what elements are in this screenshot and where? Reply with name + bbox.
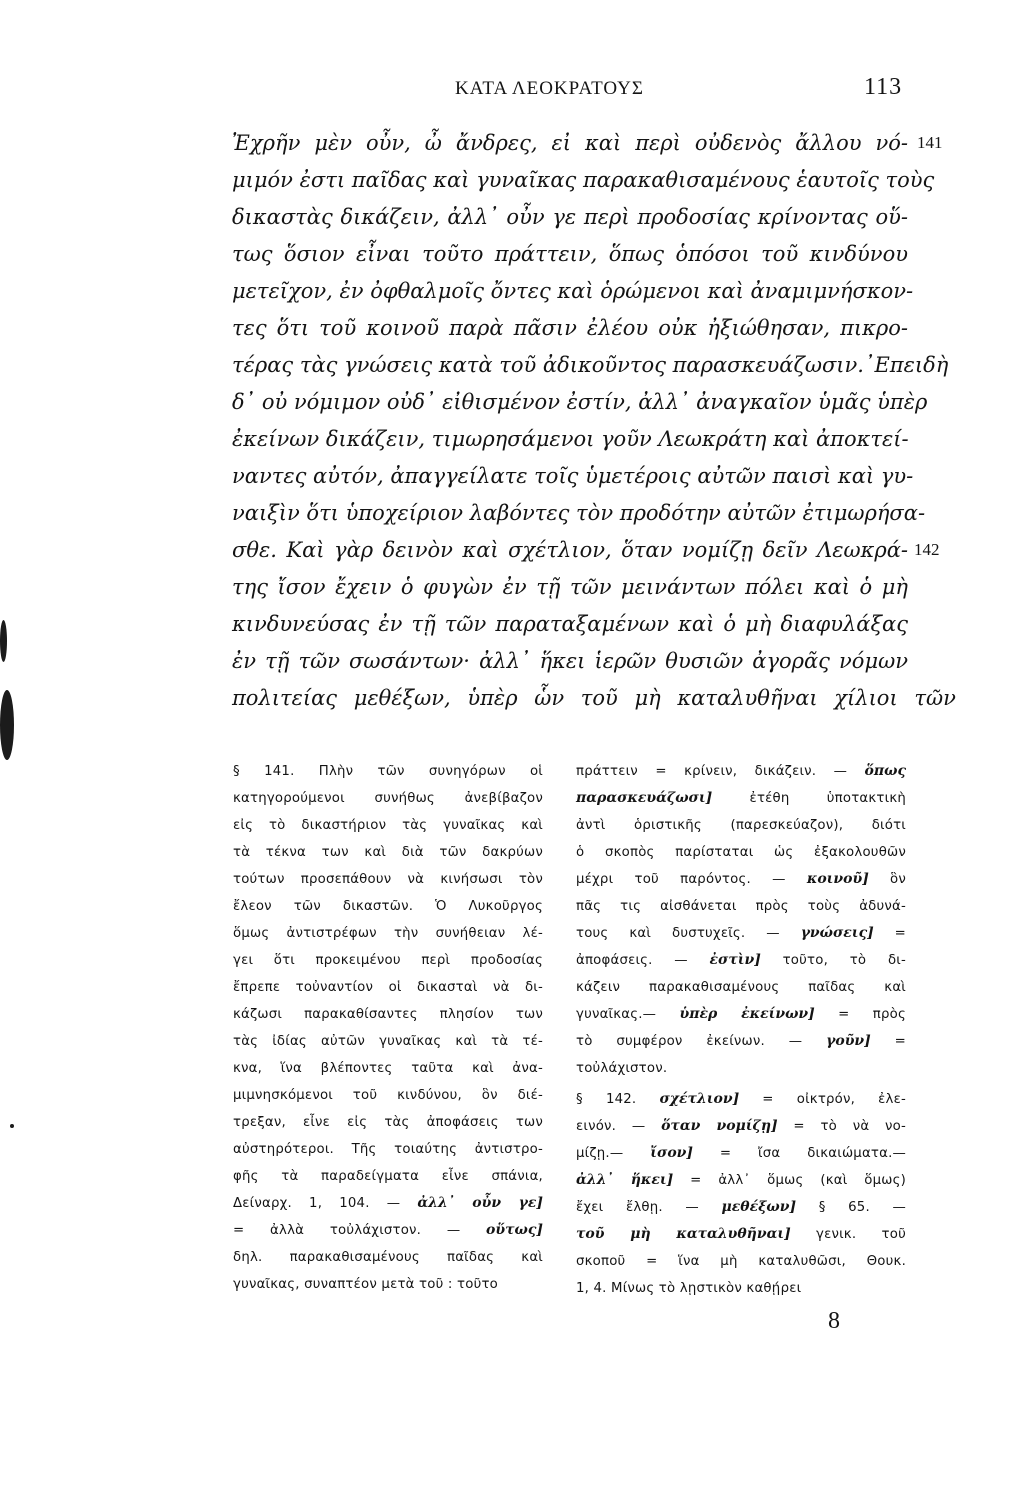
commentary-text: ἔπρεπε τοὐναντίον οἱ δικασταὶ νὰ δι- xyxy=(233,980,543,995)
commentary-line xyxy=(233,1271,543,1298)
commentary-lemma: ὅταν νομίζῃ] xyxy=(661,1118,778,1134)
commentary-text: εἰς τὸ δικαστήριον τὰς γυναῖκας καὶ xyxy=(233,818,543,833)
commentary-text: σκοποῦ = ἵνα μὴ καταλυθῶσι, Θουκ. xyxy=(576,1254,906,1269)
commentary-line xyxy=(576,758,906,785)
commentary-line xyxy=(233,1190,543,1217)
commentary-text: § 142. xyxy=(576,1092,660,1107)
commentary-text: κατηγορούμενοι συνήθως ἀνεβίβαζον xyxy=(233,791,543,806)
commentary-line xyxy=(233,1136,543,1163)
commentary-line xyxy=(233,1244,543,1271)
commentary-text: ἔλεον τῶν δικαστῶν. Ὁ Λυκοῦργος xyxy=(233,899,543,914)
commentary-lemma: ἀλλ᾽ ἥκει] xyxy=(576,1172,674,1188)
commentary-text: = xyxy=(873,926,906,941)
commentary-line xyxy=(233,974,543,1001)
commentary-text: τὰ τέκνα των καὶ διὰ τῶν δακρύων xyxy=(233,845,543,860)
commentary-text: = ἴσα δικαιώματα.— xyxy=(693,1146,907,1161)
commentary-line xyxy=(576,1140,906,1167)
commentary-lemma: ἐστὶν] xyxy=(709,952,761,968)
commentary-lemma: ὅπως xyxy=(864,763,906,779)
commentary-left-column xyxy=(233,758,543,1298)
commentary-text: = τὸ νὰ νο- xyxy=(777,1119,906,1134)
commentary-text: τρεξαν, εἶνε εἰς τὰς ἀποφάσεις των xyxy=(233,1115,543,1130)
commentary-line xyxy=(576,1001,906,1028)
commentary-line xyxy=(576,1086,906,1113)
main-text-line: δ᾽ οὐ νόμιμον οὐδ᾽ εἰθισμένον ἐστίν, ἀλλ᾽ ἀναγκαῖον ὑμᾶς ὑπὲρ xyxy=(232,390,928,414)
main-text-line: μετεῖχον, ἐν ὀφθαλμοῖς ὄντες καὶ ὁρώμενοι καὶ ἀναμιμνήσκον- xyxy=(232,279,914,303)
commentary-lemma: ἀλλ᾽ οὖν γε] xyxy=(417,1195,543,1211)
commentary-text: μιμνησκόμενοι τοῦ κινδύνου, ὃν διέ- xyxy=(233,1088,543,1103)
commentary-lemma: οὕτως] xyxy=(486,1222,543,1238)
commentary-text: = ἀλλὰ τοὐλάχιστον. — xyxy=(233,1223,487,1238)
commentary-text: = οἰκτρόν, ἐλε- xyxy=(739,1092,906,1107)
commentary-text: ὁ σκοπὸς παρίσταται ὡς ἐξακολουθῶν xyxy=(576,845,906,860)
commentary-line xyxy=(576,1275,906,1302)
commentary-text: γει ὅτι προκειμένου περὶ προδοσίας xyxy=(233,953,543,968)
margin-section-ref: 142 xyxy=(914,540,940,559)
main-text-line: σθε. Καὶ γὰρ δεινὸν καὶ σχέτλιον, ὅταν νομίζῃ δεῖν Λεωκρά- xyxy=(232,538,908,562)
commentary-text: τοὐλάχιστον. xyxy=(576,1061,668,1076)
commentary-line xyxy=(233,1001,543,1028)
commentary-text: τὰς ἰδίας αὐτῶν γυναῖκας καὶ τὰ τέ- xyxy=(233,1034,543,1049)
commentary-text: κνα, ἵνα βλέποντες ταῦτα καὶ ἀνα- xyxy=(233,1061,543,1076)
commentary-text: κάζειν παρακαθισαμένους παῖδας καὶ xyxy=(576,980,906,995)
commentary-line xyxy=(233,893,543,920)
commentary-line xyxy=(233,785,543,812)
commentary-text: κάζωσι παρακαθίσαντες πλησίον των xyxy=(233,1007,543,1022)
main-text-line: μιμόν ἐστι παῖδας καὶ γυναῖκας παρακαθισαμένους ἑαυτοῖς τοὺς xyxy=(232,168,935,192)
commentary-text: τους καὶ δυστυχεῖς. — xyxy=(576,926,801,941)
commentary-text: φῆς τὰ παραδείγματα εἶνε σπάνια, xyxy=(233,1169,543,1184)
commentary-line xyxy=(576,920,906,947)
commentary-lemma: ἴσον] xyxy=(650,1145,693,1161)
commentary-text: αὐστηρότεροι. Τῆς τοιαύτης ἀντιστρο- xyxy=(233,1142,543,1157)
commentary-text: = πρὸς xyxy=(814,1007,906,1022)
commentary-line xyxy=(233,839,543,866)
main-text-line: τως ὅσιον εἶναι τοῦτο πράττειν, ὅπως ὁπόσοι τοῦ κινδύνου xyxy=(232,242,908,266)
commentary-text: ὅμως ἀντιστρέφων τὴν συνήθειαν λέ- xyxy=(233,926,543,941)
commentary-text: πράττειν = κρίνειν, δικάζειν. — xyxy=(576,764,865,779)
running-title: ΚΑΤΑ ΛΕΟΚΡΑΤΟΥΣ xyxy=(455,78,644,99)
main-text-line: ἐν τῇ τῶν σωσάντων· ἀλλ᾽ ἥκει ἱερῶν θυσιῶν ἀγορᾶς νόμων xyxy=(232,649,908,673)
commentary-line xyxy=(233,1163,543,1190)
commentary-text: γυναῖκας.— xyxy=(576,1007,680,1022)
commentary-line xyxy=(233,1055,543,1082)
commentary-line xyxy=(233,1028,543,1055)
commentary-line xyxy=(576,785,906,812)
page-number: 113 xyxy=(864,74,903,100)
main-text-line: ναντες αὐτόν, ἀπαγγείλατε τοῖς ὑμετέροις αὐτῶν παισὶ καὶ γυ- xyxy=(232,464,914,488)
commentary-text: δηλ. παρακαθισαμένους παῖδας καὶ xyxy=(233,1250,543,1265)
commentary-text: τούτων προσεπάθουν νὰ κινήσωσι τὸν xyxy=(233,872,543,887)
commentary-line xyxy=(233,947,543,974)
commentary-text: § 65. — xyxy=(796,1200,906,1215)
commentary-line xyxy=(576,1221,906,1248)
main-text-line: κινδυνεύσας ἐν τῇ τῶν παραταξαμένων καὶ ὁ μὴ διαφυλάξας xyxy=(232,612,908,636)
signature-mark: 8 xyxy=(828,1308,840,1334)
commentary-lemma: γνώσεις] xyxy=(800,925,874,941)
scan-dust-mark xyxy=(10,1124,14,1128)
main-text-line: τέρας τὰς γνώσεις κατὰ τοῦ ἀδικοῦντος παρασκευάζωσιν.᾽Επειδὴ xyxy=(232,353,949,377)
commentary-right-column xyxy=(576,758,906,1302)
commentary-line xyxy=(233,1109,543,1136)
commentary-line xyxy=(233,758,543,785)
commentary-text: μίζῃ.— xyxy=(576,1146,651,1161)
commentary-text: πᾶς τις αἰσθάνεται πρὸς τοὺς ἀδυνά- xyxy=(576,899,906,914)
commentary-line xyxy=(576,947,906,974)
main-text-line: ναιξὶν ὅτι ὑποχείριον λαβόντες τὸν προδότην αὐτῶν ἐτιμωρήσα- xyxy=(232,501,926,525)
main-text-line: Ἐχρῆν μὲν οὖν, ὦ ἄνδρες, εἰ καὶ περὶ οὐδενὸς ἄλλου νό- xyxy=(232,131,908,155)
commentary-lemma: μεθέξων] xyxy=(721,1199,797,1215)
commentary-line xyxy=(576,1167,906,1194)
main-text-line: ἐκείνων δικάζειν, τιμωρησάμενοι γοῦν Λεωκράτη καὶ ἀποκτεί- xyxy=(232,427,909,451)
commentary-text: τὸ συμφέρον ἐκείνων. — xyxy=(576,1034,827,1049)
commentary-text: ὃν xyxy=(868,872,907,887)
commentary-text: εινόν. — xyxy=(576,1119,662,1134)
main-text-line: δικαστὰς δικάζειν, ἀλλ᾽ οὖν γε περὶ προδοσίας κρίνοντας οὕ- xyxy=(232,205,908,229)
commentary-line xyxy=(233,812,543,839)
commentary-line xyxy=(576,974,906,1001)
commentary-lemma: τοῦ μὴ καταλυθῆναι] xyxy=(576,1226,791,1242)
commentary-line xyxy=(576,866,906,893)
commentary-text: τοῦτο, τὸ δι- xyxy=(760,953,906,968)
commentary-lemma: ὑπὲρ ἐκείνων] xyxy=(679,1006,815,1022)
commentary-text: = xyxy=(870,1034,906,1049)
commentary-lemma: σχέτλιον] xyxy=(659,1091,740,1107)
main-text-line: τες ὅτι τοῦ κοινοῦ παρὰ πᾶσιν ἐλέου οὐκ ἠξιώθησαν, πικρο- xyxy=(232,316,908,340)
commentary-text: γυναῖκας, συναπτέον μετὰ τοῦ : τοῦτο xyxy=(233,1277,499,1292)
commentary-text: § 141. Πλὴν τῶν συνηγόρων οἱ xyxy=(233,764,543,779)
commentary-text: ἐτέθη ὑποτακτικὴ xyxy=(712,791,906,806)
commentary-line xyxy=(576,1113,906,1140)
commentary-line xyxy=(576,812,906,839)
commentary-line xyxy=(576,1028,906,1055)
commentary-text: ἀντὶ ὁριστικῆς (παρεσκεύαζον), διότι xyxy=(576,818,906,833)
main-text-line: της ἴσον ἔχειν ὁ φυγὼν ἐν τῇ τῶν μεινάντων πόλει καὶ ὁ μὴ xyxy=(232,575,908,599)
commentary-text: γενικ. τοῦ xyxy=(790,1227,906,1242)
commentary-line xyxy=(576,839,906,866)
commentary-line xyxy=(233,920,543,947)
commentary-line xyxy=(233,866,543,893)
commentary-line xyxy=(576,893,906,920)
commentary-lemma: γοῦν] xyxy=(826,1033,871,1049)
margin-section-ref: 141 xyxy=(917,133,943,152)
scan-edge-mark xyxy=(0,620,7,662)
scan-edge-mark xyxy=(0,690,14,760)
commentary-lemma: παρασκευάζωσι] xyxy=(576,790,713,806)
commentary-line xyxy=(233,1217,543,1244)
main-text-line: πολιτείας μεθέξων, ὑπὲρ ὧν τοῦ μὴ καταλυθῆναι χίλιοι τῶν xyxy=(232,686,956,710)
commentary-line xyxy=(576,1055,906,1082)
commentary-text: ἀποφάσεις. — xyxy=(576,953,710,968)
commentary-line xyxy=(576,1194,906,1221)
commentary-line xyxy=(233,1082,543,1109)
commentary-text: = ἀλλ᾽ ὅμως (καὶ ὅμως) xyxy=(673,1173,906,1188)
commentary-line xyxy=(576,1248,906,1275)
commentary-text: Δείναρχ. 1, 104. — xyxy=(233,1196,418,1211)
commentary-text: ἔχει ἔλθῃ. — xyxy=(576,1200,722,1215)
commentary-text: μέχρι τοῦ παρόντος. — xyxy=(576,872,807,887)
commentary-text: 1, 4. Μίνως τὸ λῃστικὸν καθῄρει xyxy=(576,1281,802,1296)
commentary-lemma: κοινοῦ] xyxy=(806,871,869,887)
